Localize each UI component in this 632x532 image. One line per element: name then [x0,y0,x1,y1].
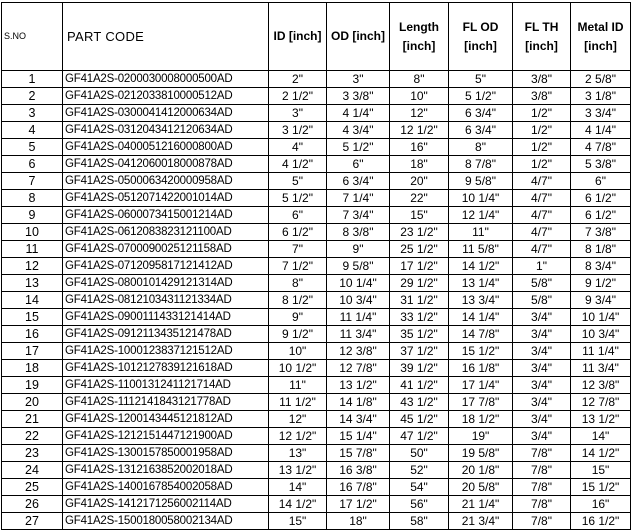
cell-sno: 23 [2,445,63,462]
cell-id: 10 1/2" [269,360,327,377]
cell-part-code: GF41A2S-0500063420000958AD [63,173,269,190]
cell-id: 12 1/2" [269,428,327,445]
cell-sno: 14 [2,292,63,309]
cell-fl-od: 14 1/2" [449,258,513,275]
cell-length: 58" [390,513,449,530]
table-row [2,309,631,326]
cell-fl-od: 16 1/8" [449,360,513,377]
cell-part-code: GF41A2S-0700090025121158AD [63,241,269,258]
cell-metal-id: 9 1/2" [571,275,631,292]
cell-metal-id: 3 3/4" [571,105,631,122]
cell-sno: 12 [2,258,63,275]
cell-od: 12 7/8" [327,360,390,377]
table-row [2,71,631,88]
cell-od: 11 1/4" [327,309,390,326]
cell-part-code: GF41A2S-1400167854002058AD [63,479,269,496]
cell-part-code: GF41A2S-0900111433121414AD [63,309,269,326]
table-body [2,71,631,530]
cell-id: 14 1/2" [269,496,327,513]
header-flth [513,3,571,71]
table-row [2,241,631,258]
cell-flth: 3/4" [513,326,571,343]
cell-flth: 4/7" [513,190,571,207]
cell-part-code: GF41A2S-1412171256002114AD [63,496,269,513]
cell-flth: 1/2" [513,105,571,122]
table-row [2,156,631,173]
cell-od: 16 7/8" [327,479,390,496]
cell-part-code: GF41A2S-1212151447121900AD [63,428,269,445]
header-part-code: PART CODE [63,3,269,71]
cell-fl-od: 21 3/4" [449,513,513,530]
cell-flth: 4/7" [513,241,571,258]
cell-od: 3 3/8" [327,88,390,105]
table-row [2,343,631,360]
cell-fl-od: 18 1/2" [449,411,513,428]
cell-part-code: GF41A2S-0712095817121412AD [63,258,269,275]
cell-id: 7" [269,241,327,258]
cell-metal-id: 15" [571,462,631,479]
cell-id: 5" [269,173,327,190]
table-row [2,190,631,207]
header-fl-od-line1: FL OD [462,19,499,34]
cell-fl-od: 20 1/8" [449,462,513,479]
cell-flth: 3/4" [513,411,571,428]
cell-length: 18" [390,156,449,173]
cell-fl-od: 5 1/2" [449,88,513,105]
header-fl-od-line2: [inch] [464,38,497,53]
cell-metal-id: 4 1/4" [571,122,631,139]
cell-flth: 4/7" [513,224,571,241]
cell-flth: 5/8" [513,275,571,292]
cell-part-code: GF41A2S-1112141843121778AD [63,394,269,411]
cell-length: 16" [390,139,449,156]
cell-metal-id: 9 3/4" [571,292,631,309]
cell-flth: 1/2" [513,156,571,173]
cell-metal-id: 7 3/8" [571,224,631,241]
cell-length: 20" [390,173,449,190]
cell-flth: 7/8" [513,496,571,513]
cell-sno: 13 [2,275,63,292]
cell-part-code: GF41A2S-0400051216000800AD [63,139,269,156]
cell-part-code: GF41A2S-0200030008000500AD [63,71,269,88]
cell-length: 50" [390,445,449,462]
cell-id: 6 1/2" [269,224,327,241]
cell-part-code: GF41A2S-1312163852002018AD [63,462,269,479]
cell-od: 4 3/4" [327,122,390,139]
table-row [2,479,631,496]
cell-sno: 20 [2,394,63,411]
cell-metal-id: 14" [571,428,631,445]
cell-part-code: GF41A2S-0512071422001014AD [63,190,269,207]
cell-length: 23 1/2" [390,224,449,241]
cell-sno: 25 [2,479,63,496]
cell-length: 8" [390,71,449,88]
cell-id: 8 1/2" [269,292,327,309]
cell-metal-id: 3 1/8" [571,88,631,105]
cell-fl-od: 12 1/4" [449,207,513,224]
cell-length: 56" [390,496,449,513]
cell-id: 14" [269,479,327,496]
cell-fl-od: 11 5/8" [449,241,513,258]
cell-id: 10" [269,343,327,360]
cell-sno: 7 [2,173,63,190]
cell-fl-od: 10 1/4" [449,190,513,207]
cell-part-code: GF41A2S-1200143445121812AD [63,411,269,428]
cell-length: 54" [390,479,449,496]
cell-flth: 7/8" [513,479,571,496]
cell-length: 17 1/2" [390,258,449,275]
cell-sno: 11 [2,241,63,258]
cell-part-code: GF41A2S-1000123837121512AD [63,343,269,360]
cell-part-code: GF41A2S-0600073415001214AD [63,207,269,224]
cell-part-code: GF41A2S-1100131241121714AD [63,377,269,394]
cell-flth: 3/4" [513,360,571,377]
cell-length: 45 1/2" [390,411,449,428]
cell-sno: 9 [2,207,63,224]
cell-metal-id: 11 3/4" [571,360,631,377]
cell-length: 12" [390,105,449,122]
cell-flth: 7/8" [513,445,571,462]
cell-sno: 27 [2,513,63,530]
table-row [2,394,631,411]
cell-fl-od: 13 3/4" [449,292,513,309]
cell-metal-id: 8 3/4" [571,258,631,275]
cell-metal-id: 2 5/8" [571,71,631,88]
cell-id: 6" [269,207,327,224]
cell-length: 37 1/2" [390,343,449,360]
cell-fl-od: 14 1/4" [449,309,513,326]
cell-od: 3" [327,71,390,88]
header-od: OD [inch] [327,3,390,71]
cell-od: 17 1/2" [327,496,390,513]
cell-flth: 3/4" [513,343,571,360]
cell-flth: 4/7" [513,207,571,224]
cell-part-code: GF41A2S-0312043412120634AD [63,122,269,139]
cell-od: 9 5/8" [327,258,390,275]
cell-od: 14 1/8" [327,394,390,411]
cell-part-code: GF41A2S-0612083823121100AD [63,224,269,241]
cell-sno: 21 [2,411,63,428]
table-row [2,496,631,513]
header-flth-line1: FL TH [524,19,559,34]
cell-metal-id: 12 3/8" [571,377,631,394]
cell-metal-id: 12 7/8" [571,394,631,411]
cell-od: 7 3/4" [327,207,390,224]
cell-fl-od: 17 7/8" [449,394,513,411]
cell-od: 5 1/2" [327,139,390,156]
cell-od: 15 1/4" [327,428,390,445]
cell-length: 12 1/2" [390,122,449,139]
cell-part-code: GF41A2S-0212033810000512AD [63,88,269,105]
cell-od: 6 3/4" [327,173,390,190]
cell-fl-od: 9 5/8" [449,173,513,190]
cell-od: 10 1/4" [327,275,390,292]
cell-sno: 26 [2,496,63,513]
cell-sno: 4 [2,122,63,139]
table-row [2,224,631,241]
cell-sno: 17 [2,343,63,360]
cell-metal-id: 6" [571,173,631,190]
cell-fl-od: 17 1/4" [449,377,513,394]
cell-fl-od: 6 3/4" [449,122,513,139]
cell-part-code: GF41A2S-0812103431121334AD [63,292,269,309]
header-metal-id [571,3,631,71]
table-row [2,377,631,394]
cell-length: 25 1/2" [390,241,449,258]
part-spec-table [1,2,631,530]
cell-od: 13 1/2" [327,377,390,394]
cell-id: 7 1/2" [269,258,327,275]
cell-flth: 1" [513,258,571,275]
cell-flth: 1/2" [513,122,571,139]
cell-part-code: GF41A2S-1500180058002134AD [63,513,269,530]
cell-metal-id: 16 1/2" [571,513,631,530]
cell-flth: 4/7" [513,173,571,190]
cell-id: 13" [269,445,327,462]
table-row [2,139,631,156]
cell-length: 43 1/2" [390,394,449,411]
cell-metal-id: 6 1/2" [571,190,631,207]
table-row [2,105,631,122]
cell-part-code: GF41A2S-0912113435121478AD [63,326,269,343]
cell-od: 9" [327,241,390,258]
table-row [2,445,631,462]
cell-od: 11 3/4" [327,326,390,343]
cell-fl-od: 8 7/8" [449,156,513,173]
cell-fl-od: 21 1/4" [449,496,513,513]
table-row [2,428,631,445]
cell-length: 39 1/2" [390,360,449,377]
cell-flth: 5/8" [513,292,571,309]
cell-length: 41 1/2" [390,377,449,394]
cell-fl-od: 19 5/8" [449,445,513,462]
cell-metal-id: 10 1/4" [571,309,631,326]
cell-fl-od: 15 1/2" [449,343,513,360]
cell-length: 15" [390,207,449,224]
table-row [2,513,631,530]
header-metal-id-line1: Metal ID [577,19,624,34]
cell-id: 9" [269,309,327,326]
cell-id: 3" [269,105,327,122]
cell-flth: 3/4" [513,309,571,326]
cell-od: 4 1/4" [327,105,390,122]
cell-sno: 8 [2,190,63,207]
cell-sno: 5 [2,139,63,156]
header-sno: S.NO [2,3,63,71]
header-flth-line2: [inch] [525,38,558,53]
cell-fl-od: 19" [449,428,513,445]
cell-length: 29 1/2" [390,275,449,292]
cell-id: 3 1/2" [269,122,327,139]
cell-metal-id: 8 1/8" [571,241,631,258]
cell-sno: 19 [2,377,63,394]
cell-id: 13 1/2" [269,462,327,479]
cell-sno: 2 [2,88,63,105]
cell-length: 52" [390,462,449,479]
cell-od: 7 1/4" [327,190,390,207]
cell-od: 18" [327,513,390,530]
cell-metal-id: 16" [571,496,631,513]
cell-flth: 3/8" [513,71,571,88]
header-length [390,3,449,71]
table-row [2,207,631,224]
cell-id: 9 1/2" [269,326,327,343]
cell-od: 12 3/8" [327,343,390,360]
cell-id: 4 1/2" [269,156,327,173]
cell-sno: 3 [2,105,63,122]
cell-id: 15" [269,513,327,530]
header-length-line2: [inch] [402,38,436,53]
cell-flth: 3/4" [513,377,571,394]
table-row [2,258,631,275]
cell-part-code: GF41A2S-0300041412000634AD [63,105,269,122]
cell-id: 4" [269,139,327,156]
cell-fl-od: 5" [449,71,513,88]
cell-metal-id: 13 1/2" [571,411,631,428]
table-row [2,462,631,479]
cell-id: 5 1/2" [269,190,327,207]
table-row [2,275,631,292]
cell-flth: 7/8" [513,462,571,479]
cell-sno: 1 [2,71,63,88]
header-id: ID [inch] [269,3,327,71]
cell-metal-id: 11 1/4" [571,343,631,360]
header-metal-id-line2: [inch] [584,38,617,53]
cell-metal-id: 10 3/4" [571,326,631,343]
table-row [2,122,631,139]
cell-od: 6" [327,156,390,173]
cell-sno: 18 [2,360,63,377]
cell-od: 14 3/4" [327,411,390,428]
cell-length: 22" [390,190,449,207]
cell-length: 31 1/2" [390,292,449,309]
table-row [2,326,631,343]
cell-part-code: GF41A2S-1012127839121618AD [63,360,269,377]
cell-length: 33 1/2" [390,309,449,326]
cell-sno: 15 [2,309,63,326]
cell-flth: 1/2" [513,139,571,156]
cell-part-code: GF41A2S-0800101429121314AD [63,275,269,292]
cell-metal-id: 5 3/8" [571,156,631,173]
cell-id: 2" [269,71,327,88]
cell-part-code: GF41A2S-0412060018000878AD [63,156,269,173]
table-header [2,3,631,71]
cell-id: 12" [269,411,327,428]
cell-id: 11 1/2" [269,394,327,411]
cell-flth: 7/8" [513,513,571,530]
cell-fl-od: 20 5/8" [449,479,513,496]
cell-flth: 3/4" [513,394,571,411]
cell-od: 10 3/4" [327,292,390,309]
table-row [2,173,631,190]
cell-sno: 6 [2,156,63,173]
table-row [2,88,631,105]
cell-id: 11" [269,377,327,394]
cell-length: 10" [390,88,449,105]
cell-od: 16 3/8" [327,462,390,479]
cell-length: 35 1/2" [390,326,449,343]
header-fl-od [449,3,513,71]
cell-fl-od: 11" [449,224,513,241]
cell-part-code: GF41A2S-1300157850001958AD [63,445,269,462]
cell-metal-id: 15 1/2" [571,479,631,496]
cell-metal-id: 14 1/2" [571,445,631,462]
cell-id: 8" [269,275,327,292]
table-row [2,411,631,428]
cell-sno: 24 [2,462,63,479]
table-row [2,292,631,309]
table-row [2,360,631,377]
cell-fl-od: 13 1/4" [449,275,513,292]
cell-id: 2 1/2" [269,88,327,105]
cell-fl-od: 6 3/4" [449,105,513,122]
cell-flth: 3/8" [513,88,571,105]
cell-fl-od: 8" [449,139,513,156]
cell-sno: 10 [2,224,63,241]
cell-metal-id: 6 1/2" [571,207,631,224]
cell-od: 15 7/8" [327,445,390,462]
cell-length: 47 1/2" [390,428,449,445]
header-length-line1: Length [399,19,439,34]
cell-fl-od: 14 7/8" [449,326,513,343]
cell-sno: 22 [2,428,63,445]
cell-flth: 3/4" [513,428,571,445]
cell-od: 8 3/8" [327,224,390,241]
cell-sno: 16 [2,326,63,343]
cell-metal-id: 4 7/8" [571,139,631,156]
